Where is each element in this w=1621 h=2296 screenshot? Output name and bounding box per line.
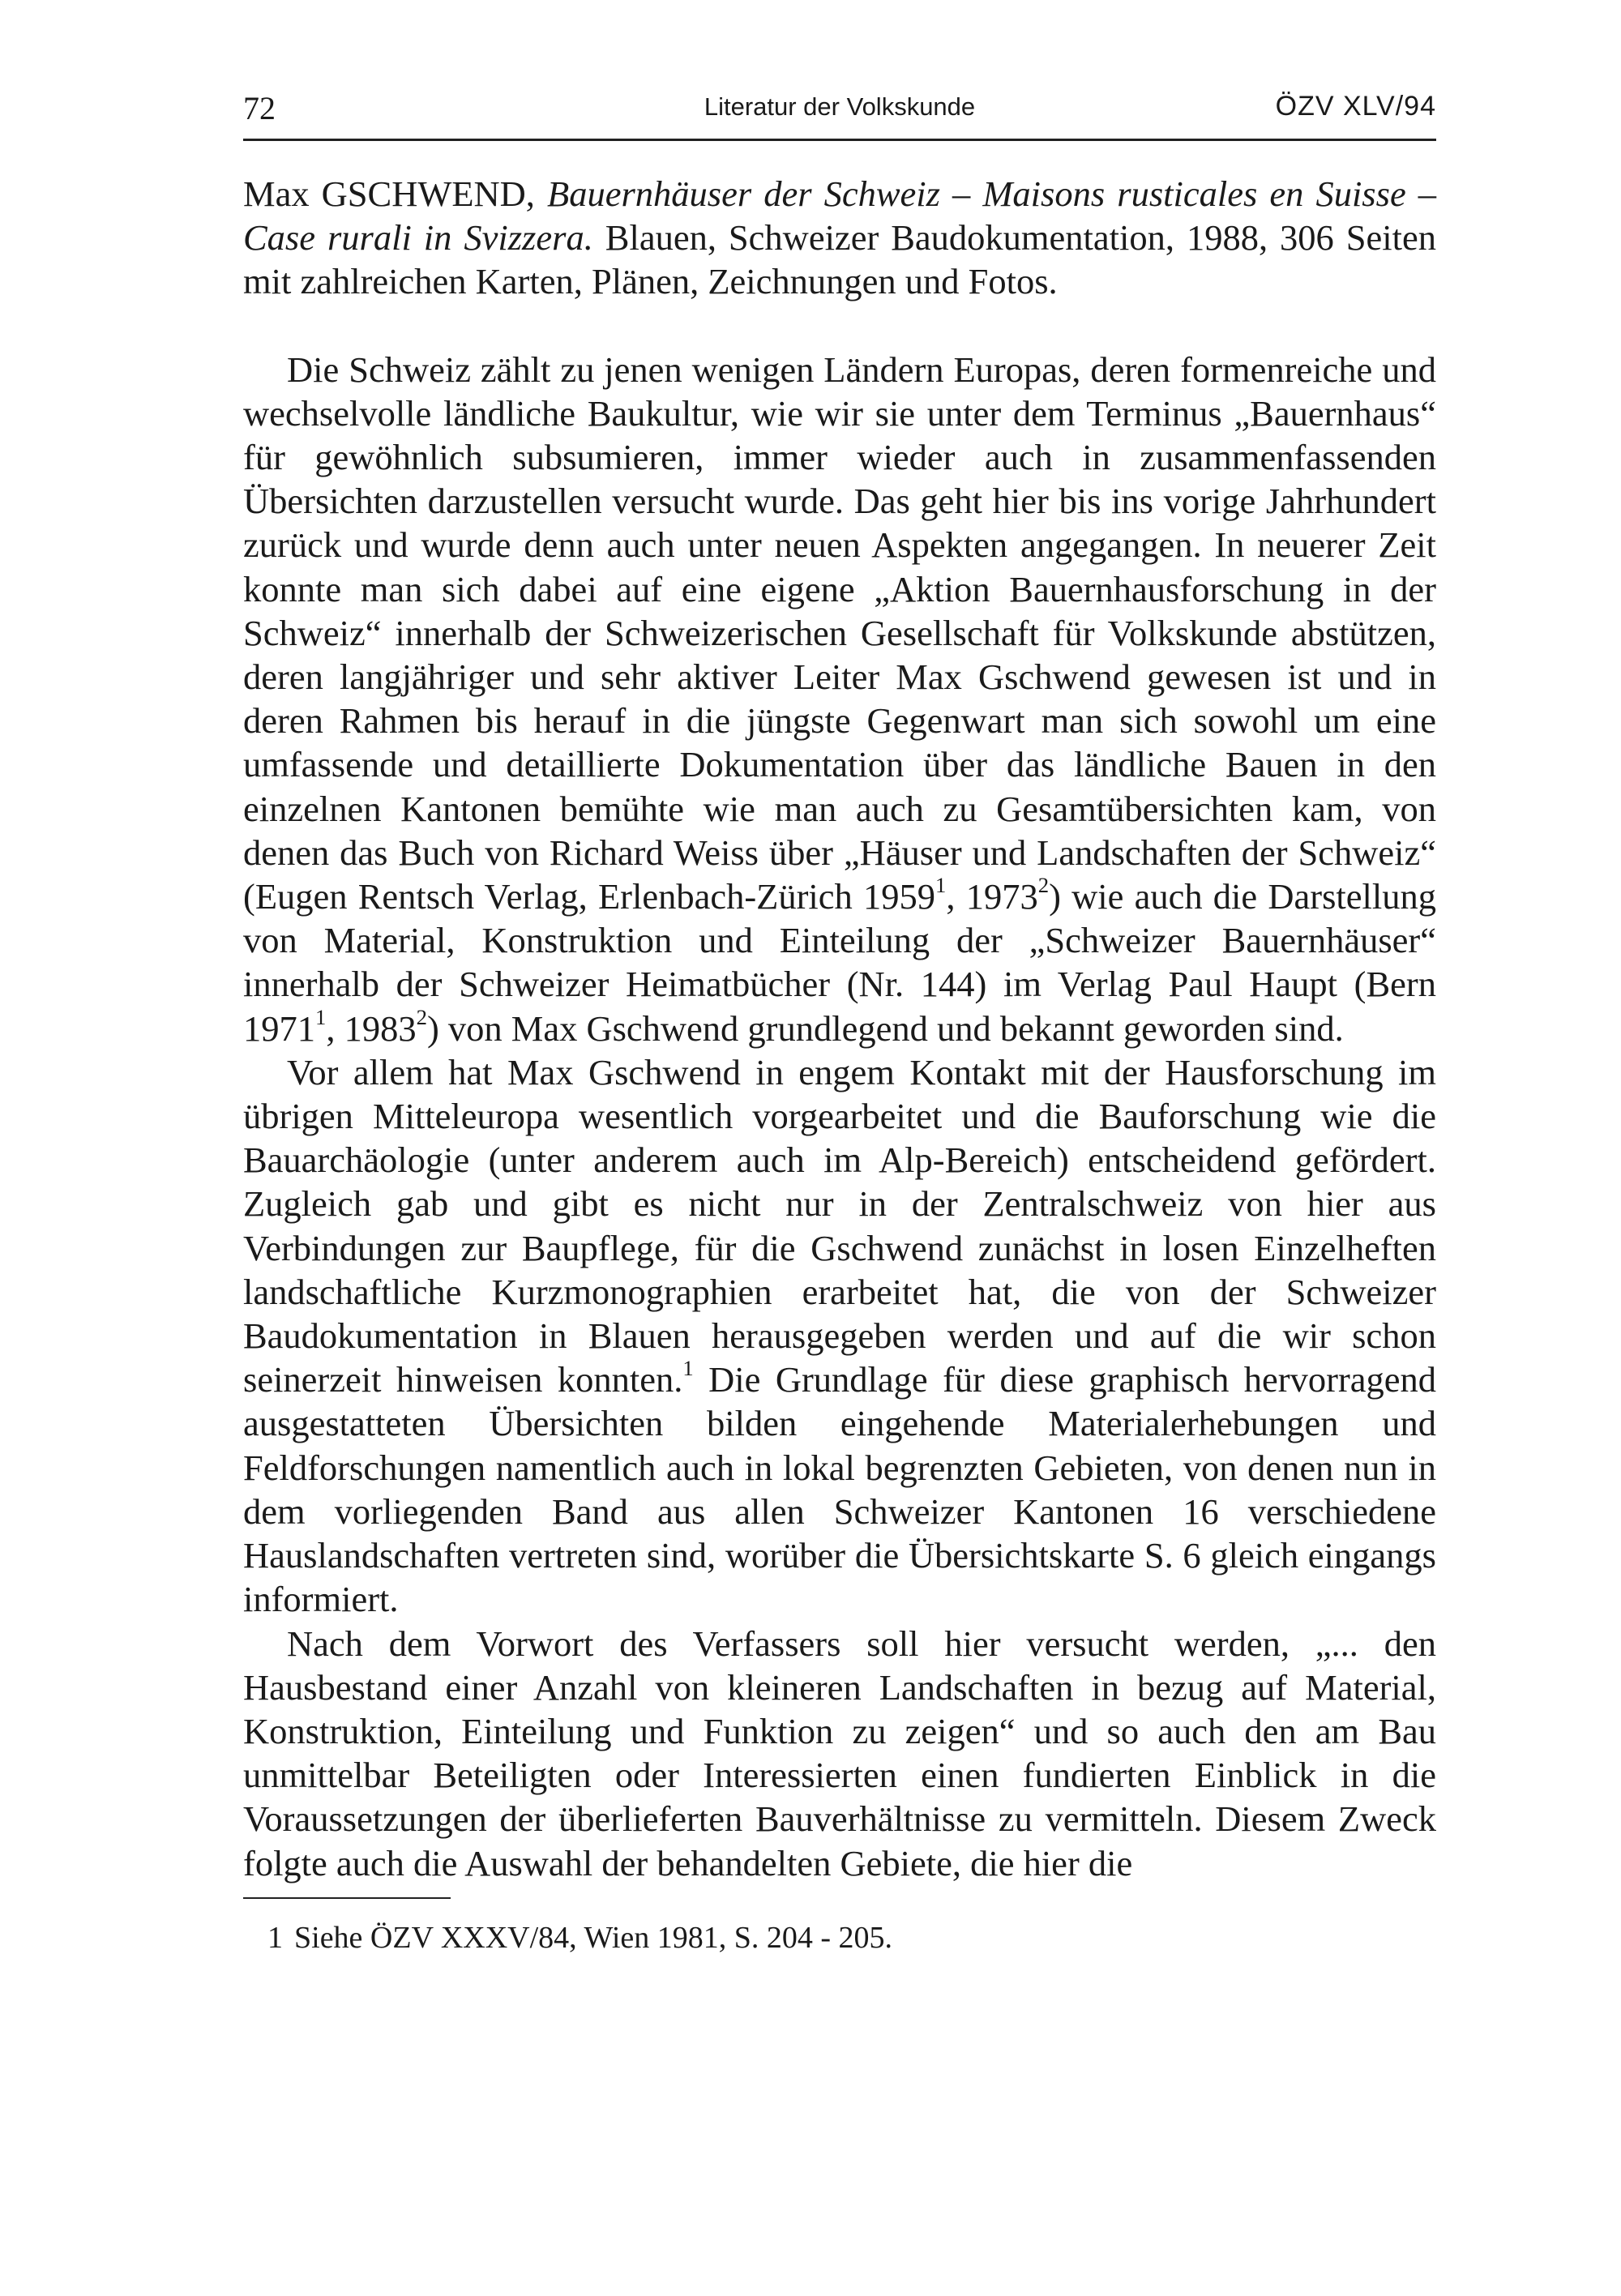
footnote-rule <box>243 1897 451 1899</box>
footnote <box>267 1919 1402 1956</box>
paragraph-2-text-a: Vor allem hat Max Gschwend in engem Kontakt mit der Hausforschung im übrigen Mitteleuropa wesentlich vorgearbeitet und die Bauforschung wie die Bauarchäologie (unter anderem auch im Alp-Bereich) entscheidend gefördert. Zugleich gab und gibt es nicht nur in der Zentralschweiz von hier aus Verbindungen zur Baupflege, für die Gschwend zunächst in losen Einzelheften landschaftliche Kurzmonographien erarbeitet hat, die von der Schweizer Baudokumentation in Blauen herausgegeben werden und auf die wir schon seinerzeit hinweisen konnten. <box>243 1051 1436 1400</box>
book-author: Max GSCHWEND, <box>243 173 535 214</box>
edition-superscript: 2 <box>1037 873 1050 898</box>
book-publication: Blauen, Schweizer Baudokumentation, 1988, 306 Seiten mit zahlreichen Karten, Plänen, Zeichnungen und Fotos. <box>243 217 1436 302</box>
footnote-text: Siehe ÖZV XXXV/84, Wien 1981, S. 204 - 205. <box>294 1921 893 1955</box>
page-number: 72 <box>243 90 276 126</box>
book-citation <box>243 172 1436 304</box>
footnote-reference: 1 <box>682 1356 694 1381</box>
book-title: Bauernhäuser der Schweiz – Maisons rusticales en Suisse – Case rurali in Svizzera. <box>243 173 1437 259</box>
footnote-mark: 1 <box>267 1921 283 1955</box>
paragraph-1 <box>243 348 1436 1050</box>
paragraph-1-text-c: ) wie auch die Darstellung von Material, Konstruktion und Einteilung der „Schweizer Bauernhäuser“ innerhalb der Schweizer Heimatbücher (Nr. 144) im Verlag Paul Haupt (Bern 1971 <box>243 876 1436 1049</box>
paragraph-2 <box>243 1050 1436 1622</box>
running-title: Literatur der Volkskunde <box>704 92 976 121</box>
paragraph-1-text-b: , 1973 <box>946 876 1038 917</box>
edition-superscript: 1 <box>935 873 947 898</box>
running-head <box>243 89 1436 130</box>
review-body <box>243 172 1436 1885</box>
paragraph-1-text-e: ) von Max Gschwend grundlegend und bekannt geworden sind. <box>426 1007 1344 1049</box>
paragraph-3: Nach dem Vorwort des Verfassers soll hier versucht werden, „... den Hausbestand einer Anzahl von kleineren Landschaften in bezug auf Material, Konstruktion, Einteilung und Funktion zu zeigen“ und so auch den am Bau unmittelbar Beteiligten oder Interessierten einen fundierten Einblick in die Voraussetzungen der überlieferten Bauverhältnisse zu vermitteln. Diesem Zweck folgte auch die Auswahl der behandelten Gebiete, die hier die <box>243 1623 1436 1883</box>
journal-reference: ÖZV XLV/94 <box>1275 91 1436 122</box>
paragraph-1-text-d: , 1983 <box>326 1007 417 1049</box>
edition-superscript: 2 <box>416 1004 427 1029</box>
paragraph-2-text-b: Die Grundlage für diese graphisch hervorragend ausgestatteten Übersichten bilden eingehende Materialerhebungen und Feldforschungen namentlich auch in lokal begrenzten Gebieten, von denen nun in dem vorliegenden Band aus allen Schweizer Kantonen 16 verschiedene Hauslandschaften vertreten sind, worüber die Übersichtskarte S. 6 gleich eingangs informiert. <box>243 1359 1437 1620</box>
edition-superscript: 1 <box>315 1004 327 1029</box>
header-rule <box>243 139 1436 141</box>
paragraph-1-text-a: Die Schweiz zählt zu jenen wenigen Ländern Europas, deren formenreiche und wechselvolle ländliche Baukultur, wie wir sie unter dem Terminus „Bauernhaus“ für gewöhnlich subsumieren, immer wieder auch in zusammenfassenden Übersichten darzustellen versucht wurde. Das geht hier bis ins vorige Jahrhundert zurück und wurde denn auch unter neuen Aspekten angegangen. In neuerer Zeit konnte man sich dabei auf eine eigene „Aktion Bauernhausforschung in der Schweiz“ innerhalb der Schweizerischen Gesellschaft für Volkskunde abstützen, deren langjähriger und sehr aktiver Leiter Max Gschwend gewesen ist und in deren Rahmen bis herauf in die jüngste Gegenwart man sich sowohl um eine umfassende und detaillierte Dokumentation über das ländliche Bauen in den einzelnen Kantonen bemühte wie man auch zu Gesamtübersichten kam, von denen das Buch von Richard Weiss über „Häuser und Landschaften der Schweiz“ (Eugen Rentsch Verlag, Erlenbach-Zürich 1959 <box>243 348 1436 917</box>
